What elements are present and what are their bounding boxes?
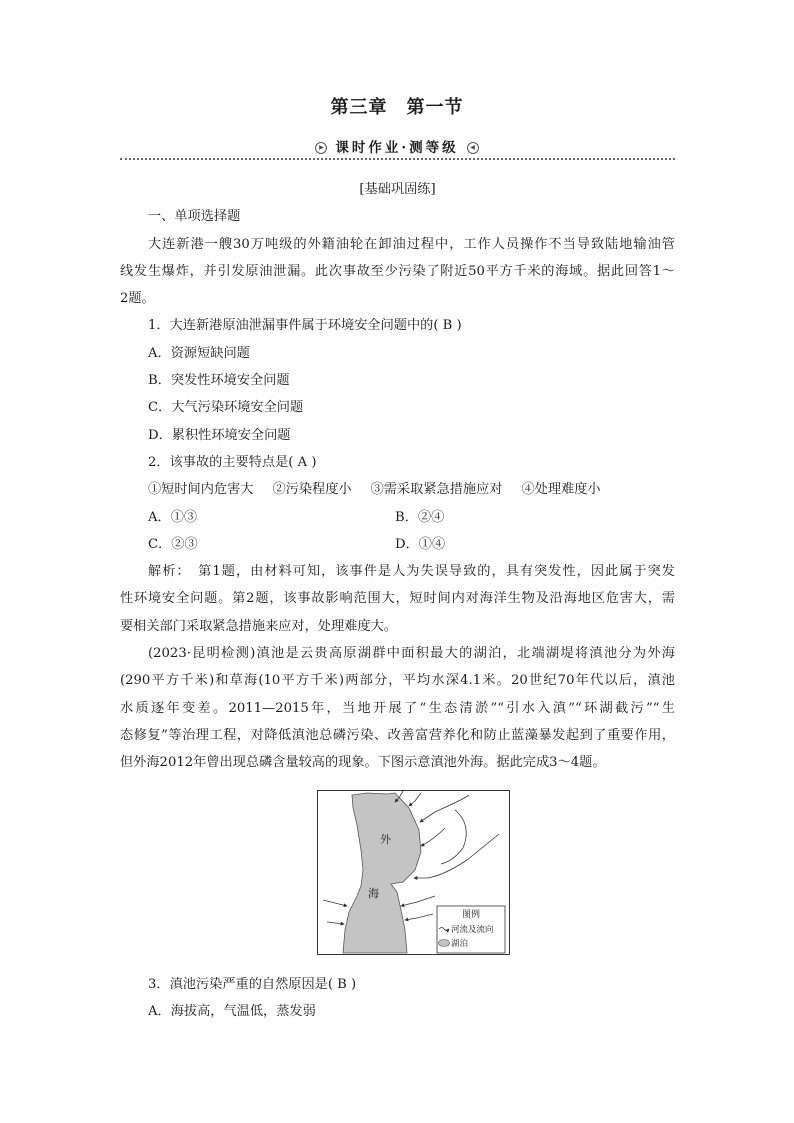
analysis-line: 要相关部门采取紧急措施来应对，处理难度大。 bbox=[120, 618, 397, 634]
triangle-right-icon: ▶ bbox=[315, 142, 327, 154]
statement-list bbox=[120, 476, 675, 503]
material-line: 态修复”等治理工程，对降低滇池总磷污染、改善富营养化和防止蓝藻暴发起到了重要作用， bbox=[120, 727, 675, 743]
legend-lake-label: 湖泊 bbox=[451, 938, 469, 949]
statement-item: ①短时间内危害大 bbox=[148, 482, 254, 498]
content-body bbox=[120, 176, 675, 1026]
option-row bbox=[120, 531, 675, 558]
option-c: C．大气污染环境安全问题 bbox=[148, 400, 304, 416]
legend-river-label: 河流及流向 bbox=[451, 924, 494, 935]
material-line: 2题。 bbox=[120, 291, 155, 307]
material-line: 线发生爆炸，并引发原油泄漏。此次事故至少污染了附近50平方千米的海域。据此回答1～ bbox=[120, 263, 675, 279]
option-b: B．②④ bbox=[395, 509, 445, 525]
legend-title: 图例 bbox=[461, 909, 481, 920]
banner-label: 课时作业·测等级 bbox=[335, 140, 459, 156]
statement-item: ④处理难度小 bbox=[521, 482, 601, 498]
question-3 bbox=[120, 971, 675, 1026]
option-d: D．累积性环境安全问题 bbox=[148, 427, 291, 443]
analysis-1 bbox=[120, 558, 675, 640]
analysis-line: 解析： 第1题，由材料可知，该事件是人为失误导致的，具有突发性，因此属于突发 bbox=[148, 564, 675, 580]
homework-banner bbox=[297, 138, 497, 158]
lake-label-top: 外 bbox=[380, 832, 391, 846]
option-a: A．①③ bbox=[148, 509, 198, 525]
option-b: B．突发性环境安全问题 bbox=[148, 373, 290, 389]
dianchi-map-figure bbox=[317, 790, 510, 955]
lake-label-bottom: 海 bbox=[368, 886, 379, 900]
material-1 bbox=[120, 231, 675, 313]
option-d: D．①④ bbox=[395, 536, 446, 552]
material-line: 水质逐年变差。2011—2015年，当地开展了“生态清淤”“引水入滇”“环湖截污”“生 bbox=[120, 700, 675, 716]
section-label: [基础巩固练] bbox=[359, 182, 436, 197]
chapter-title: 第三章 第一节 bbox=[330, 97, 464, 118]
statement-item: ②污染程度小 bbox=[272, 482, 352, 498]
question-stem: 3．滇池污染严重的自然原因是( B ) bbox=[148, 976, 357, 992]
material-line: 但外海2012年曾出现总磷含量较高的现象。下图示意滇池外海。据此完成3～4题。 bbox=[120, 755, 606, 771]
legend-lake-symbol bbox=[439, 939, 450, 946]
question-stem: 2．该事故的主要特点是( A ) bbox=[148, 454, 317, 470]
question-stem: 1．大连新港原油泄漏事件属于环境安全问题中的( B ) bbox=[148, 318, 462, 334]
part-heading: 一、单项选择题 bbox=[148, 209, 241, 225]
question-1 bbox=[120, 312, 675, 448]
material-line: 大连新港一艘30万吨级的外籍油轮在卸油过程中，工作人员操作不当导致陆地输油管 bbox=[148, 236, 675, 252]
material-line: (2023·昆明检测)滇池是云贵高原湖群中面积最大的湖泊，北端湖堤将滇池分为外海 bbox=[148, 646, 675, 662]
question-2 bbox=[120, 449, 675, 558]
analysis-line: 性环境安全问题。第2题，该事故影响范围大，短时间内对海洋生物及沿海地区危害大，需 bbox=[120, 591, 675, 607]
triangle-left-icon: ◀ bbox=[467, 142, 479, 154]
dotted-divider bbox=[120, 158, 675, 160]
option-c: C．②③ bbox=[148, 536, 198, 552]
map-legend bbox=[437, 906, 505, 953]
material-line: (290平方千米)和草海(10平方千米)两部分，平均水深4.1米。20世纪70年代以后，滇池 bbox=[120, 673, 675, 689]
statement-item: ③需采取紧急措施应对 bbox=[370, 482, 503, 498]
dianchi-map bbox=[317, 790, 510, 955]
option-row bbox=[120, 504, 675, 531]
material-2 bbox=[120, 640, 675, 776]
option-a: A．资源短缺问题 bbox=[148, 345, 250, 361]
option-a: A．海拔高，气温低，蒸发弱 bbox=[148, 1004, 316, 1020]
